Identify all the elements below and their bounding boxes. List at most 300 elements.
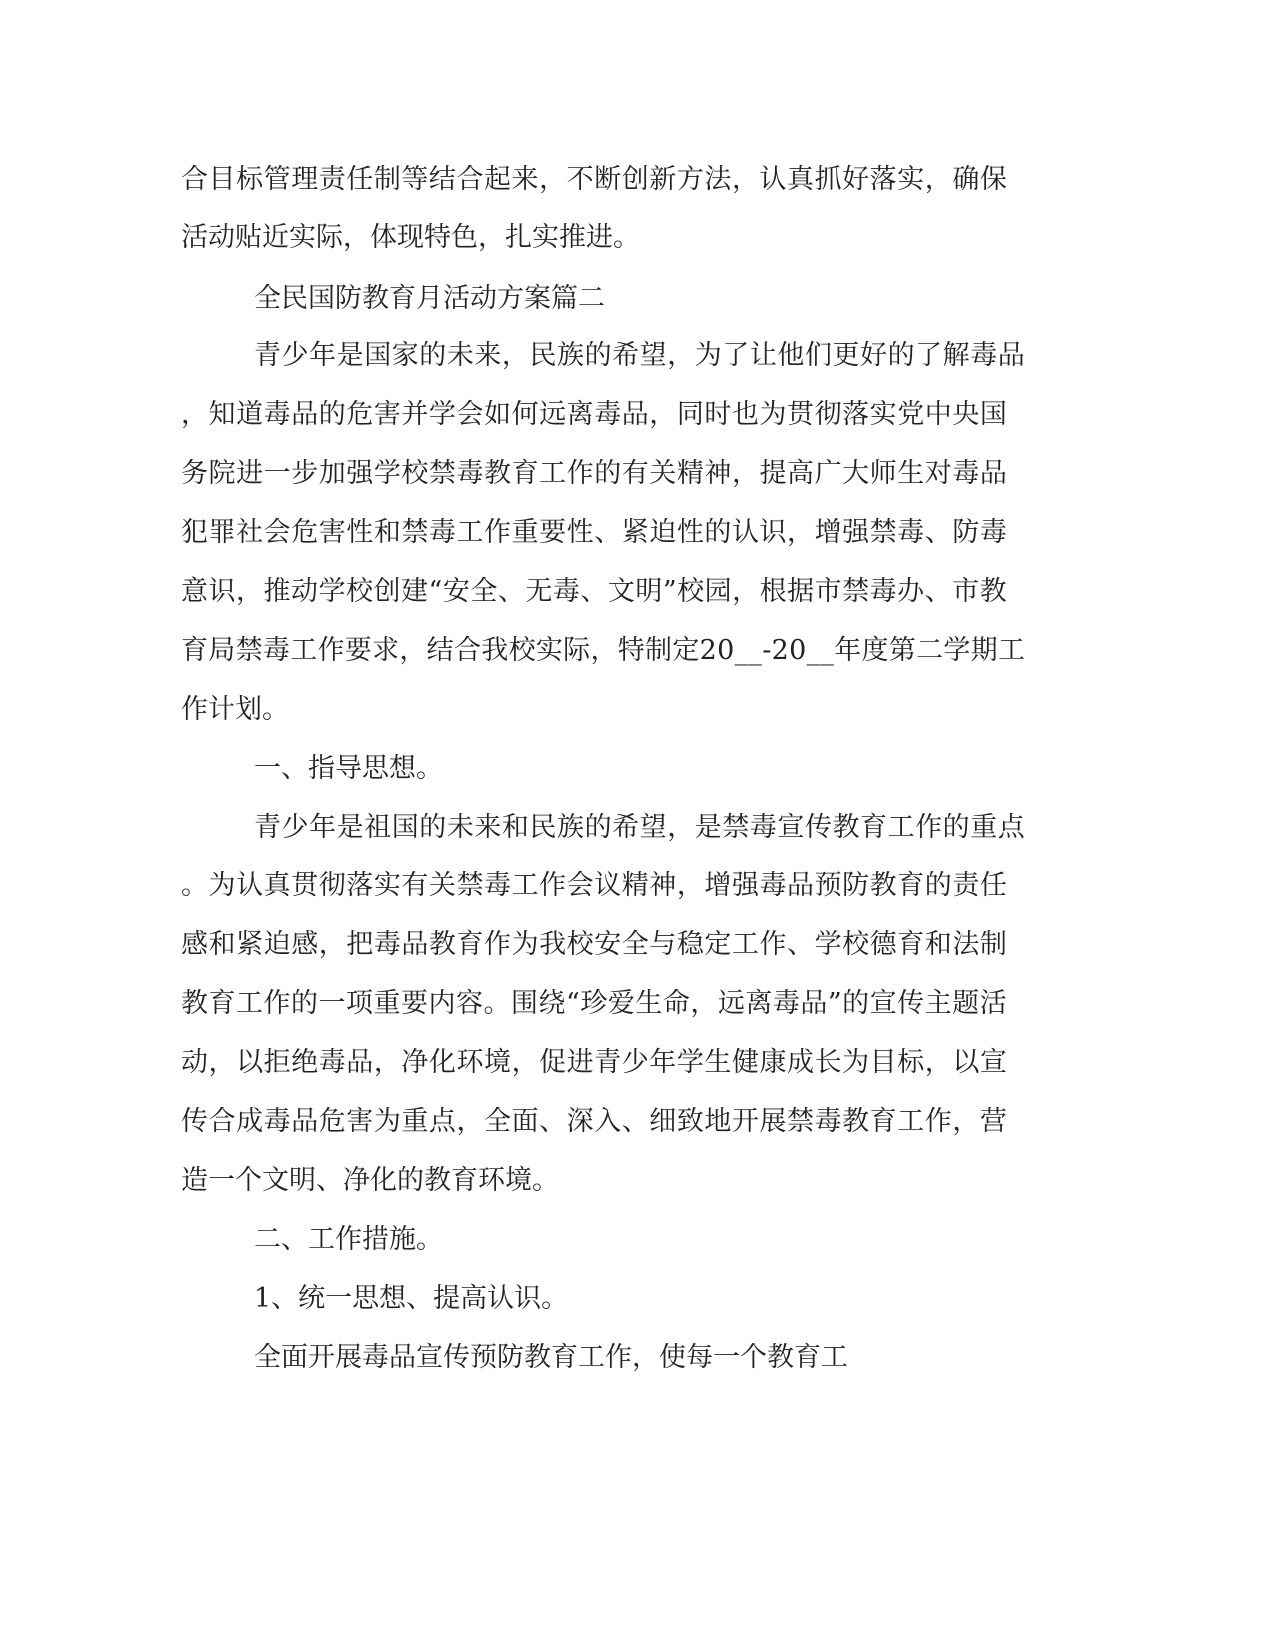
glyph: ， bbox=[501, 340, 529, 371]
glyph: 、 bbox=[580, 576, 608, 607]
glyph: 离 bbox=[745, 988, 773, 1019]
glyph: “ bbox=[566, 988, 580, 1019]
glyph: 目 bbox=[208, 164, 236, 195]
glyph: 育 bbox=[897, 929, 925, 960]
glyph: ， bbox=[399, 635, 427, 666]
glyph: 宣 bbox=[869, 988, 897, 1019]
glyph: 要 bbox=[539, 517, 567, 548]
glyph: 危 bbox=[346, 399, 374, 430]
glyph: ， bbox=[667, 812, 695, 843]
glyph: 进 bbox=[566, 1047, 594, 1078]
glyph: ， bbox=[952, 1106, 980, 1137]
glyph: 央 bbox=[952, 399, 980, 430]
glyph: 来 bbox=[474, 340, 502, 371]
glyph: 教 bbox=[832, 812, 860, 843]
glyph: 年 bbox=[834, 635, 862, 666]
text-line bbox=[181, 631, 1025, 671]
glyph: 提 bbox=[759, 458, 787, 489]
glyph: 来 bbox=[474, 812, 502, 843]
glyph: 希 bbox=[612, 340, 640, 371]
glyph: 青 bbox=[254, 340, 281, 371]
glyph: 的 bbox=[291, 988, 318, 1019]
glyph: 法 bbox=[952, 929, 980, 960]
glyph: 是 bbox=[336, 340, 364, 371]
glyph: 高 bbox=[787, 458, 815, 489]
glyph: 步 bbox=[291, 458, 319, 489]
glyph: 育 bbox=[456, 929, 484, 960]
glyph: 远 bbox=[717, 988, 745, 1019]
glyph: 传 bbox=[897, 988, 925, 1019]
glyph: 标 bbox=[236, 164, 264, 195]
glyph: 贯 bbox=[291, 870, 319, 901]
glyph: 、 bbox=[787, 929, 815, 960]
glyph: 校 bbox=[842, 929, 870, 960]
glyph: 与 bbox=[649, 929, 677, 960]
glyph: 作 bbox=[566, 458, 594, 489]
glyph: 毒 bbox=[318, 1047, 346, 1078]
glyph: 育 bbox=[208, 988, 236, 1019]
glyph: 识 bbox=[759, 517, 787, 548]
glyph: 作 bbox=[484, 517, 512, 548]
glyph: 增 bbox=[814, 517, 842, 548]
glyph: 育 bbox=[511, 458, 539, 489]
glyph: 禁 bbox=[428, 458, 456, 489]
glyph: 工 bbox=[236, 988, 263, 1019]
glyph: 市 bbox=[952, 576, 980, 607]
glyph: 议 bbox=[594, 870, 622, 901]
glyph: 我 bbox=[539, 929, 567, 960]
text-line bbox=[181, 866, 1007, 906]
text-line-content: 活动贴近实际，体现特色，扎实推进。 bbox=[181, 222, 640, 253]
glyph: 等 bbox=[401, 164, 429, 195]
glyph: 望 bbox=[639, 340, 667, 371]
glyph: 育 bbox=[897, 870, 925, 901]
glyph: 院 bbox=[208, 458, 236, 489]
glyph: 远 bbox=[539, 399, 567, 430]
glyph: 项 bbox=[346, 988, 373, 1019]
glyph: 作 bbox=[924, 1106, 952, 1137]
glyph: 安 bbox=[442, 576, 470, 607]
glyph: 禁 bbox=[842, 576, 870, 607]
glyph: 营 bbox=[979, 1106, 1007, 1137]
glyph: 了 bbox=[915, 340, 943, 371]
glyph: 性 bbox=[346, 517, 374, 548]
glyph: 迫 bbox=[649, 517, 677, 548]
glyph: ， bbox=[676, 870, 704, 901]
glyph: 工 bbox=[997, 635, 1025, 666]
glyph: 真 bbox=[787, 164, 815, 195]
glyph: 党 bbox=[897, 399, 925, 430]
glyph: 的 bbox=[942, 812, 970, 843]
glyph: 抓 bbox=[814, 164, 842, 195]
glyph: 重 bbox=[401, 1106, 429, 1137]
glyph: 促 bbox=[539, 1047, 567, 1078]
glyph: 的 bbox=[419, 812, 447, 843]
glyph: 毒 bbox=[869, 576, 897, 607]
glyph: 的 bbox=[584, 340, 612, 371]
glyph: 是 bbox=[336, 812, 364, 843]
glyph: _ bbox=[820, 635, 834, 666]
glyph: 的 bbox=[704, 517, 732, 548]
text-line-content: 全面开展毒品宣传预防教育工作，使每一个教育工 bbox=[254, 1342, 848, 1373]
glyph: ， bbox=[924, 164, 952, 195]
glyph: 害 bbox=[318, 517, 346, 548]
glyph: 加 bbox=[318, 458, 346, 489]
glyph: 同 bbox=[676, 399, 704, 430]
glyph: 育 bbox=[860, 812, 888, 843]
glyph: 为 bbox=[373, 1106, 401, 1137]
glyph: 明 bbox=[635, 576, 663, 607]
glyph: 并 bbox=[401, 399, 429, 430]
glyph: 认 bbox=[236, 870, 264, 901]
text-line bbox=[181, 1043, 1007, 1083]
glyph: 成 bbox=[236, 1106, 264, 1137]
glyph: 族 bbox=[557, 812, 585, 843]
glyph: 以 bbox=[952, 1047, 980, 1078]
glyph: 毒 bbox=[814, 1106, 842, 1137]
glyph: 、 bbox=[594, 517, 622, 548]
glyph: 不 bbox=[566, 164, 594, 195]
glyph: 毒 bbox=[428, 517, 456, 548]
glyph: ， bbox=[667, 340, 695, 371]
glyph: 毒 bbox=[772, 988, 800, 1019]
glyph: 责 bbox=[318, 164, 346, 195]
glyph: ” bbox=[827, 988, 842, 1019]
glyph: 禁 bbox=[787, 1106, 815, 1137]
glyph: 是 bbox=[694, 812, 722, 843]
glyph: 意 bbox=[181, 576, 208, 607]
glyph: 德 bbox=[869, 929, 897, 960]
glyph: - bbox=[762, 635, 772, 666]
glyph: 2 bbox=[771, 635, 789, 666]
glyph: 作 bbox=[539, 870, 567, 901]
glyph: 展 bbox=[759, 1106, 787, 1137]
text-line bbox=[181, 1161, 1007, 1201]
glyph: 时 bbox=[704, 399, 732, 430]
glyph: 毒 bbox=[594, 399, 622, 430]
glyph: ， bbox=[690, 988, 718, 1019]
glyph: 珍 bbox=[580, 988, 608, 1019]
glyph: 育 bbox=[181, 635, 208, 666]
glyph: 动 bbox=[181, 1047, 208, 1078]
glyph: 新 bbox=[649, 164, 677, 195]
glyph: 品 bbox=[997, 340, 1025, 371]
glyph: 进 bbox=[236, 458, 264, 489]
text-line bbox=[181, 160, 1007, 200]
glyph: 关 bbox=[428, 870, 456, 901]
glyph: 毒 bbox=[373, 929, 401, 960]
glyph: 实 bbox=[869, 399, 897, 430]
glyph: 少 bbox=[281, 812, 309, 843]
glyph: 致 bbox=[676, 1106, 704, 1137]
glyph: 社 bbox=[236, 517, 264, 548]
glyph: 彻 bbox=[318, 870, 346, 901]
glyph: 地 bbox=[704, 1106, 732, 1137]
glyph: 让 bbox=[749, 340, 777, 371]
glyph: 结 bbox=[428, 164, 456, 195]
glyph: 落 bbox=[869, 164, 897, 195]
text-line bbox=[181, 1102, 1007, 1142]
glyph: 全 bbox=[470, 576, 498, 607]
text-line bbox=[254, 808, 1025, 848]
glyph: 青 bbox=[254, 812, 281, 843]
glyph: 全 bbox=[621, 929, 649, 960]
glyph: 要 bbox=[344, 635, 372, 666]
glyph: 度 bbox=[861, 635, 889, 666]
glyph: 性 bbox=[676, 517, 704, 548]
glyph: 毒 bbox=[552, 576, 580, 607]
glyph: 道 bbox=[236, 399, 264, 430]
text-line bbox=[181, 690, 1007, 730]
glyph: 务 bbox=[181, 458, 208, 489]
glyph: 毒 bbox=[897, 517, 925, 548]
glyph: 为 bbox=[842, 1047, 870, 1078]
text-line bbox=[181, 513, 1007, 553]
glyph: 有 bbox=[401, 870, 429, 901]
glyph: 彻 bbox=[814, 399, 842, 430]
glyph: 容 bbox=[456, 988, 483, 1019]
glyph: 强 bbox=[346, 458, 374, 489]
glyph: 合 bbox=[181, 164, 208, 195]
glyph: ， bbox=[731, 458, 759, 489]
section-heading-text: 一、指导思想。 bbox=[254, 753, 443, 784]
glyph: 品 bbox=[291, 399, 319, 430]
section-heading bbox=[254, 1220, 1007, 1260]
glyph: 建 bbox=[401, 576, 428, 607]
glyph: 毒 bbox=[263, 399, 291, 430]
glyph: 实 bbox=[535, 635, 563, 666]
text-line-content: 作计划。 bbox=[181, 694, 289, 725]
glyph: 品 bbox=[291, 1106, 319, 1137]
glyph: 紧 bbox=[236, 929, 264, 960]
glyph: 一 bbox=[263, 458, 291, 489]
glyph: 工 bbox=[539, 458, 567, 489]
glyph: 族 bbox=[557, 340, 585, 371]
glyph: 全 bbox=[484, 1106, 512, 1137]
glyph: 合 bbox=[456, 164, 484, 195]
glyph: 的 bbox=[887, 340, 915, 371]
glyph: 增 bbox=[704, 870, 732, 901]
glyph: 真 bbox=[263, 870, 291, 901]
glyph: 深 bbox=[566, 1106, 594, 1137]
glyph: 精 bbox=[676, 458, 704, 489]
glyph: 确 bbox=[952, 164, 980, 195]
glyph: 教 bbox=[842, 1106, 870, 1137]
glyph: 师 bbox=[869, 458, 897, 489]
glyph: 实 bbox=[897, 164, 925, 195]
glyph: 防 bbox=[842, 870, 870, 901]
glyph: 特 bbox=[617, 635, 645, 666]
section-title-text: 全民国防教育月活动方案篇二 bbox=[254, 283, 605, 314]
glyph: 作 bbox=[915, 812, 943, 843]
glyph: 断 bbox=[594, 164, 622, 195]
glyph: ， bbox=[181, 399, 208, 430]
glyph: 管 bbox=[263, 164, 291, 195]
glyph: 青 bbox=[594, 1047, 622, 1078]
glyph: “ bbox=[428, 576, 443, 607]
glyph: 传 bbox=[804, 812, 832, 843]
glyph: 危 bbox=[291, 517, 319, 548]
glyph: 和 bbox=[373, 517, 401, 548]
text-line bbox=[254, 1338, 1007, 1378]
glyph: 目 bbox=[869, 1047, 897, 1078]
glyph: 2 bbox=[699, 635, 717, 666]
glyph: 也 bbox=[731, 399, 759, 430]
glyph: 大 bbox=[842, 458, 870, 489]
glyph: 广 bbox=[814, 458, 842, 489]
glyph: 际 bbox=[563, 635, 591, 666]
glyph: 0 bbox=[789, 635, 807, 666]
glyph: 的 bbox=[842, 988, 870, 1019]
glyph: ， bbox=[511, 1047, 539, 1078]
glyph: 把 bbox=[346, 929, 374, 960]
glyph: 成 bbox=[787, 1047, 815, 1078]
glyph: 会 bbox=[263, 517, 291, 548]
glyph: 安 bbox=[594, 929, 622, 960]
glyph: 校 bbox=[346, 576, 373, 607]
glyph: 民 bbox=[529, 812, 557, 843]
glyph: 内 bbox=[428, 988, 456, 1019]
glyph: ， bbox=[456, 1106, 484, 1137]
glyph: 、 bbox=[539, 1106, 567, 1137]
glyph: 长 bbox=[814, 1047, 842, 1078]
glyph: 教 bbox=[869, 870, 897, 901]
glyph: ， bbox=[373, 1047, 401, 1078]
section-heading-text: 二、工作措施。 bbox=[254, 1224, 443, 1255]
glyph: 少 bbox=[281, 340, 309, 371]
glyph: ， bbox=[318, 929, 346, 960]
subsection-heading-text: 1、统一思想、提高认识。 bbox=[254, 1283, 569, 1314]
glyph: 细 bbox=[649, 1106, 677, 1137]
glyph: 会 bbox=[566, 870, 594, 901]
glyph: 禁 bbox=[401, 517, 429, 548]
glyph: 的 bbox=[584, 812, 612, 843]
glyph: 推 bbox=[263, 576, 291, 607]
glyph: 的 bbox=[594, 458, 622, 489]
glyph: 作 bbox=[317, 635, 345, 666]
glyph: 健 bbox=[731, 1047, 759, 1078]
glyph: 创 bbox=[373, 576, 401, 607]
glyph: 一 bbox=[318, 988, 346, 1019]
glyph: 解 bbox=[942, 340, 970, 371]
glyph: 知 bbox=[208, 399, 236, 430]
glyph: 创 bbox=[621, 164, 649, 195]
glyph: 强 bbox=[842, 517, 870, 548]
glyph: 犯 bbox=[181, 517, 208, 548]
text-line bbox=[181, 218, 1007, 258]
glyph: 重 bbox=[970, 812, 998, 843]
glyph: 作 bbox=[484, 929, 512, 960]
glyph: 期 bbox=[970, 635, 998, 666]
glyph: 为 bbox=[208, 870, 236, 901]
glyph: _ bbox=[806, 635, 821, 666]
text-line bbox=[181, 454, 1007, 494]
glyph: 和 bbox=[208, 929, 236, 960]
glyph: 危 bbox=[318, 1106, 346, 1137]
glyph: 好 bbox=[842, 164, 870, 195]
glyph: ， bbox=[787, 517, 815, 548]
glyph: 未 bbox=[446, 812, 474, 843]
glyph: 制 bbox=[645, 635, 673, 666]
glyph: 关 bbox=[649, 458, 677, 489]
glyph: 任 bbox=[346, 164, 374, 195]
glyph: 有 bbox=[621, 458, 649, 489]
glyph: 毒 bbox=[456, 458, 484, 489]
glyph: 净 bbox=[401, 1047, 429, 1078]
glyph: 神 bbox=[649, 870, 677, 901]
glyph: 感 bbox=[181, 929, 208, 960]
glyph: 害 bbox=[346, 1106, 374, 1137]
glyph: ， bbox=[208, 1047, 236, 1078]
glyph: 拒 bbox=[263, 1047, 291, 1078]
glyph: 性 bbox=[566, 517, 594, 548]
glyph: 爱 bbox=[607, 988, 635, 1019]
glyph: 重 bbox=[373, 988, 401, 1019]
glyph: 了 bbox=[722, 340, 750, 371]
glyph: 学 bbox=[318, 576, 346, 607]
glyph: 标 bbox=[897, 1047, 925, 1078]
glyph: 稳 bbox=[676, 929, 704, 960]
glyph: 罪 bbox=[208, 517, 236, 548]
glyph: 无 bbox=[525, 576, 553, 607]
glyph: 学 bbox=[373, 458, 401, 489]
glyph: 民 bbox=[529, 340, 557, 371]
glyph: 、 bbox=[924, 576, 952, 607]
glyph: 合 bbox=[208, 1106, 236, 1137]
glyph: 何 bbox=[511, 399, 539, 430]
glyph: 年 bbox=[649, 1047, 677, 1078]
text-line bbox=[181, 395, 1007, 435]
glyph: 、 bbox=[924, 517, 952, 548]
glyph: ， bbox=[649, 399, 677, 430]
glyph: ， bbox=[731, 164, 759, 195]
glyph: 理 bbox=[291, 164, 319, 195]
glyph: 落 bbox=[842, 399, 870, 430]
glyph: 国 bbox=[979, 399, 1007, 430]
glyph: 为 bbox=[511, 929, 539, 960]
glyph: _ bbox=[734, 635, 749, 666]
glyph: 据 bbox=[787, 576, 815, 607]
glyph: 题 bbox=[952, 988, 980, 1019]
glyph: 主 bbox=[924, 988, 952, 1019]
glyph: 少 bbox=[621, 1047, 649, 1078]
glyph: 毒 bbox=[484, 870, 512, 901]
glyph: 二 bbox=[916, 635, 944, 666]
glyph: 绝 bbox=[291, 1047, 319, 1078]
glyph: 宣 bbox=[979, 1047, 1007, 1078]
glyph: 品 bbox=[346, 1047, 374, 1078]
glyph: 感 bbox=[291, 929, 319, 960]
glyph: 教 bbox=[181, 988, 208, 1019]
glyph: 的 bbox=[924, 870, 952, 901]
glyph: 校 bbox=[401, 458, 429, 489]
glyph: 定 bbox=[672, 635, 700, 666]
glyph: 活 bbox=[979, 988, 1007, 1019]
glyph: 求 bbox=[372, 635, 400, 666]
glyph: 校 bbox=[508, 635, 536, 666]
glyph: ” bbox=[662, 576, 677, 607]
glyph: ， bbox=[590, 635, 618, 666]
glyph: 0 bbox=[717, 635, 735, 666]
glyph: 、 bbox=[497, 576, 525, 607]
glyph: 品 bbox=[621, 399, 649, 430]
glyph: 品 bbox=[800, 988, 828, 1019]
glyph: 毒 bbox=[952, 458, 980, 489]
glyph: 制 bbox=[373, 164, 401, 195]
glyph: 品 bbox=[979, 458, 1007, 489]
glyph: 工 bbox=[731, 929, 759, 960]
glyph: 保 bbox=[979, 164, 1007, 195]
